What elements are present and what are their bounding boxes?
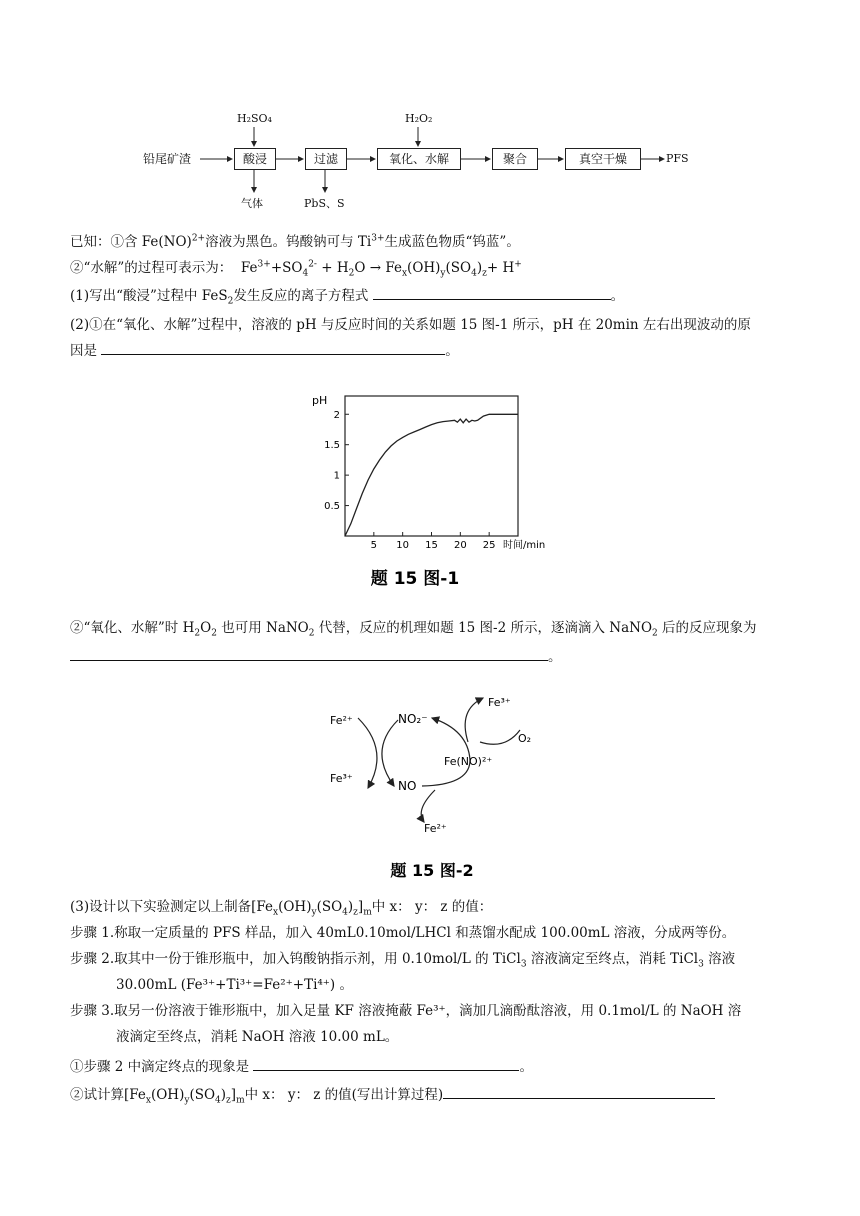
chart-xtick-label: 25 xyxy=(482,540,496,551)
answer-blank-q1[interactable] xyxy=(373,285,611,300)
mech-fe3-left: Fe³⁺ xyxy=(330,772,353,785)
known-line-2: ②“水解”的过程可表示为： $Fe^{3+}+SO_4^{2-} + H_2O \to Fe_x(OH)_y(SO_4)_z+ H^+$ xyxy=(70,259,522,279)
flow-step-vacuum-dry: 真空干燥 xyxy=(565,148,641,170)
question-1: (1)写出“酸浸”过程中 FeS$_2$发生反应的离子方程式 。 xyxy=(70,285,624,306)
question-2-line-1: (2)①在“氧化、水解”过程中，溶液的 pH 与反应时间的关系如题 15 图-1 所示，pH 在 20min 左右出现波动的原 xyxy=(70,317,751,333)
question-2-part-2-line-2: 。 xyxy=(70,646,562,667)
mech-fe2-bottom: Fe²⁺ xyxy=(424,822,447,835)
mech-fe3-top: Fe³⁺ xyxy=(488,696,511,709)
answer-blank-q3-2[interactable] xyxy=(443,1084,715,1099)
mech-o2: O₂ xyxy=(518,732,532,745)
ph-time-chart xyxy=(310,386,560,591)
question-3-intro: (3)设计以下实验测定以上制备$[Fe_x(OH)_y(SO_4)_z]_m$中 x： y： z 的值： xyxy=(70,899,493,918)
flow-step-oxidation-hydrolysis: 氧化、水解 xyxy=(377,148,461,170)
mech-no: NO xyxy=(398,779,417,793)
flow-step-acid-leach: 酸浸 xyxy=(234,148,276,170)
question-2-part-2-line-1: ②“氧化、水解”时 $H_2O_2$ 也可用 NaNO$_2$ 代替，反应的机理如题 15 图-2 所示，逐滴滴入 NaNO$_2$ 后的反应现象为 xyxy=(70,620,757,639)
chart-caption: 题 15 图-1 xyxy=(370,569,460,589)
chart-xtick-label: 15 xyxy=(425,540,438,551)
step-3-line-2: 液滴定至终点，消耗 NaOH 溶液 10.00 mL。 xyxy=(116,1029,399,1045)
flow-reagent-h2so4: H₂SO₄ xyxy=(237,112,272,125)
question-2-line-2: 因是 。 xyxy=(70,340,459,361)
step-3-line-1: 步骤 3.取另一份溶液于锥形瓶中，加入足量 KF 溶液掩蔽 Fe³⁺，滴加几滴酚酞溶液，用 0.1mol/L 的 NaOH 溶 xyxy=(70,1003,742,1019)
chart-xtick-label: 5 xyxy=(370,540,378,551)
mechanism-diagram xyxy=(320,690,550,885)
chart-xlabel: 时间/min xyxy=(503,540,546,551)
step-2-line-2: 30.00mL (Fe³⁺+Ti³⁺=Fe²⁺+Ti⁴⁺) 。 xyxy=(116,977,353,993)
mech-feno: Fe(NO)²⁺ xyxy=(444,755,493,768)
chart-frame xyxy=(345,396,518,536)
known-line-1: 已知：①含 Fe(NO)$^{2+}$溶液为黑色。钨酸钠可与 $Ti^{3+}$生成蓝色物质“钨蓝”。 xyxy=(70,233,520,250)
flow-output-gas: 气体 xyxy=(241,197,263,210)
flow-step-polymerize: 聚合 xyxy=(492,148,538,170)
mech-fe2-left: Fe²⁺ xyxy=(330,714,353,727)
chart-series-line xyxy=(345,414,518,536)
chart-ytick-label: 1 xyxy=(333,470,340,482)
chart-xtick-label: 10 xyxy=(396,540,410,551)
step-1: 步骤 1.称取一定质量的 PFS 样品，加入 40mL0.10mol/LHCl 和蒸馏水配成 100.00mL 溶液，分成两等份。 xyxy=(70,925,736,941)
flow-output-pbs-s: PbS、S xyxy=(304,197,345,210)
flow-step-filter: 过滤 xyxy=(305,148,347,170)
chart-xtick-label: 20 xyxy=(453,540,467,551)
step-2-line-1: 步骤 2.取其中一份于锥形瓶中，加入钨酸钠指示剂，用 0.10mol/L 的 TiCl$_3$ 溶液滴定至终点，消耗 TiCl$_3$ 溶液 xyxy=(70,951,736,970)
mech-no2: NO₂⁻ xyxy=(398,712,428,726)
chart-ylabel: pH xyxy=(312,394,328,407)
flow-arrows xyxy=(0,0,860,230)
question-3-part-2: ②试计算$[Fe_x(OH)_y(SO_4)_z]_m$中 x： y： z 的值(写出计算过程) xyxy=(70,1084,715,1105)
answer-blank-q2-2[interactable] xyxy=(70,646,548,661)
chart-ytick-label: 2 xyxy=(333,409,340,421)
question-3-part-1: ①步骤 2 中滴定终点的现象是 。 xyxy=(70,1056,533,1077)
flow-reagent-h2o2: H₂O₂ xyxy=(405,112,433,125)
answer-blank-q3-1[interactable] xyxy=(253,1056,519,1071)
flow-product: PFS xyxy=(666,152,689,165)
flow-input: 铅尾矿渣 xyxy=(143,152,192,166)
chart-ytick-label: 1.5 xyxy=(324,440,340,452)
chart-ytick-label: 0.5 xyxy=(324,501,340,513)
mech-caption: 题 15 图-2 xyxy=(390,861,474,880)
answer-blank-q2-1[interactable] xyxy=(101,340,445,355)
